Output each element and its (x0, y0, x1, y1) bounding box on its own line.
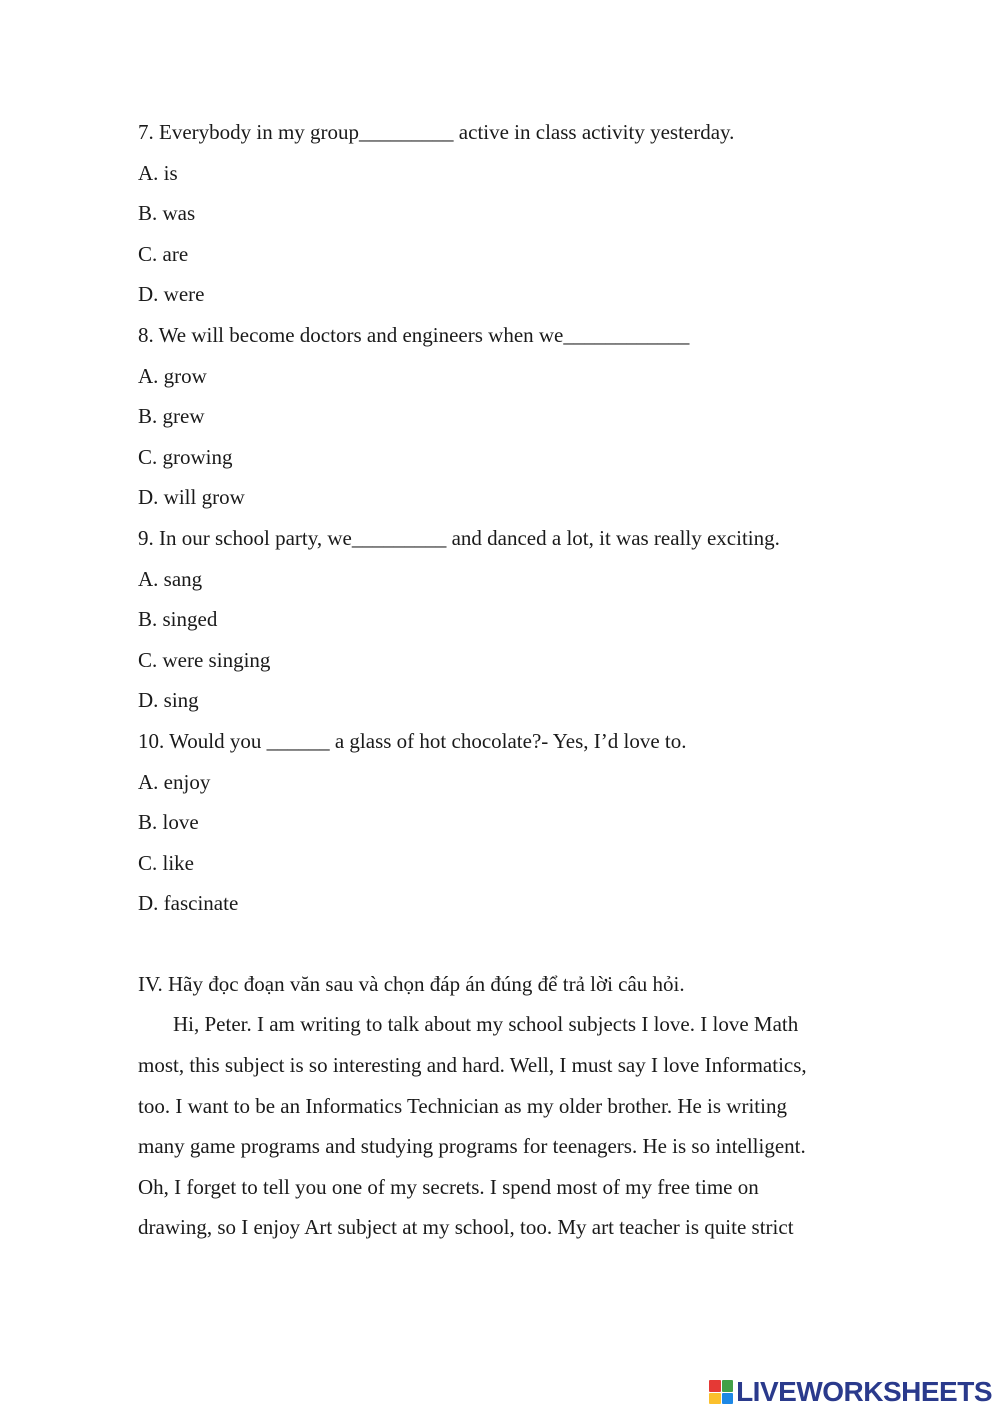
passage-line: most, this subject is so interesting and hard. Well, I must say I love Informatics, (138, 1053, 807, 1078)
option-c: C. are (138, 241, 189, 266)
liveworksheets-logo-icon (709, 1380, 733, 1404)
option-d: D. sing (138, 688, 199, 713)
passage-line: Oh, I forget to tell you one of my secrets. I spend most of my free time on (138, 1174, 759, 1199)
question-stem: 9. In our school party, we_________ and danced a lot, it was really exciting. (138, 525, 780, 550)
option-c: C. were singing (138, 647, 271, 672)
option-d: D. fascinate (138, 891, 239, 916)
question-10 (138, 721, 918, 924)
passage-line: many game programs and studying programs for teenagers. He is so intelligent. (138, 1134, 806, 1159)
option-a: A. sang (138, 566, 203, 591)
option-c: C. like (138, 850, 194, 875)
option-a: A. is (138, 160, 178, 185)
option-b: B. was (138, 201, 196, 226)
question-stem: 8. We will become doctors and engineers when we____________ (138, 322, 690, 347)
question-8 (138, 315, 918, 518)
logo-square (709, 1380, 721, 1392)
watermark-text: LIVEWORKSHEETS (736, 1376, 992, 1407)
reading-passage (138, 1004, 918, 1248)
section-heading: IV. Hãy đọc đoạn văn sau và chọn đáp án đúng để trả lời câu hỏi. (138, 971, 685, 996)
option-a: A. grow (138, 363, 207, 388)
question-stem: 10. Would you ______ a glass of hot chocolate?- Yes, I’d love to. (138, 728, 687, 753)
option-b: B. grew (138, 404, 205, 429)
liveworksheets-watermark (709, 1377, 992, 1407)
question-stem: 7. Everybody in my group_________ active in class activity yesterday. (138, 120, 735, 144)
option-a: A. enjoy (138, 769, 211, 794)
logo-square (722, 1393, 734, 1405)
passage-line: Hi, Peter. I am writing to talk about my school subjects I love. I love Math (173, 1012, 799, 1037)
question-9 (138, 518, 918, 721)
passage-line: too. I want to be an Informatics Technician as my older brother. He is writing (138, 1093, 787, 1118)
passage-line: drawing, so I enjoy Art subject at my school, too. My art teacher is quite strict (138, 1215, 794, 1240)
option-c: C. growing (138, 444, 233, 469)
section-spacer (138, 924, 918, 964)
question-7 (138, 112, 918, 315)
option-d: D. were (138, 282, 205, 307)
reading-section (138, 964, 918, 1248)
option-d: D. will grow (138, 485, 245, 510)
option-b: B. singed (138, 607, 218, 632)
logo-square (722, 1380, 734, 1392)
worksheet-content (138, 112, 918, 1248)
logo-square (709, 1393, 721, 1405)
option-b: B. love (138, 810, 199, 835)
